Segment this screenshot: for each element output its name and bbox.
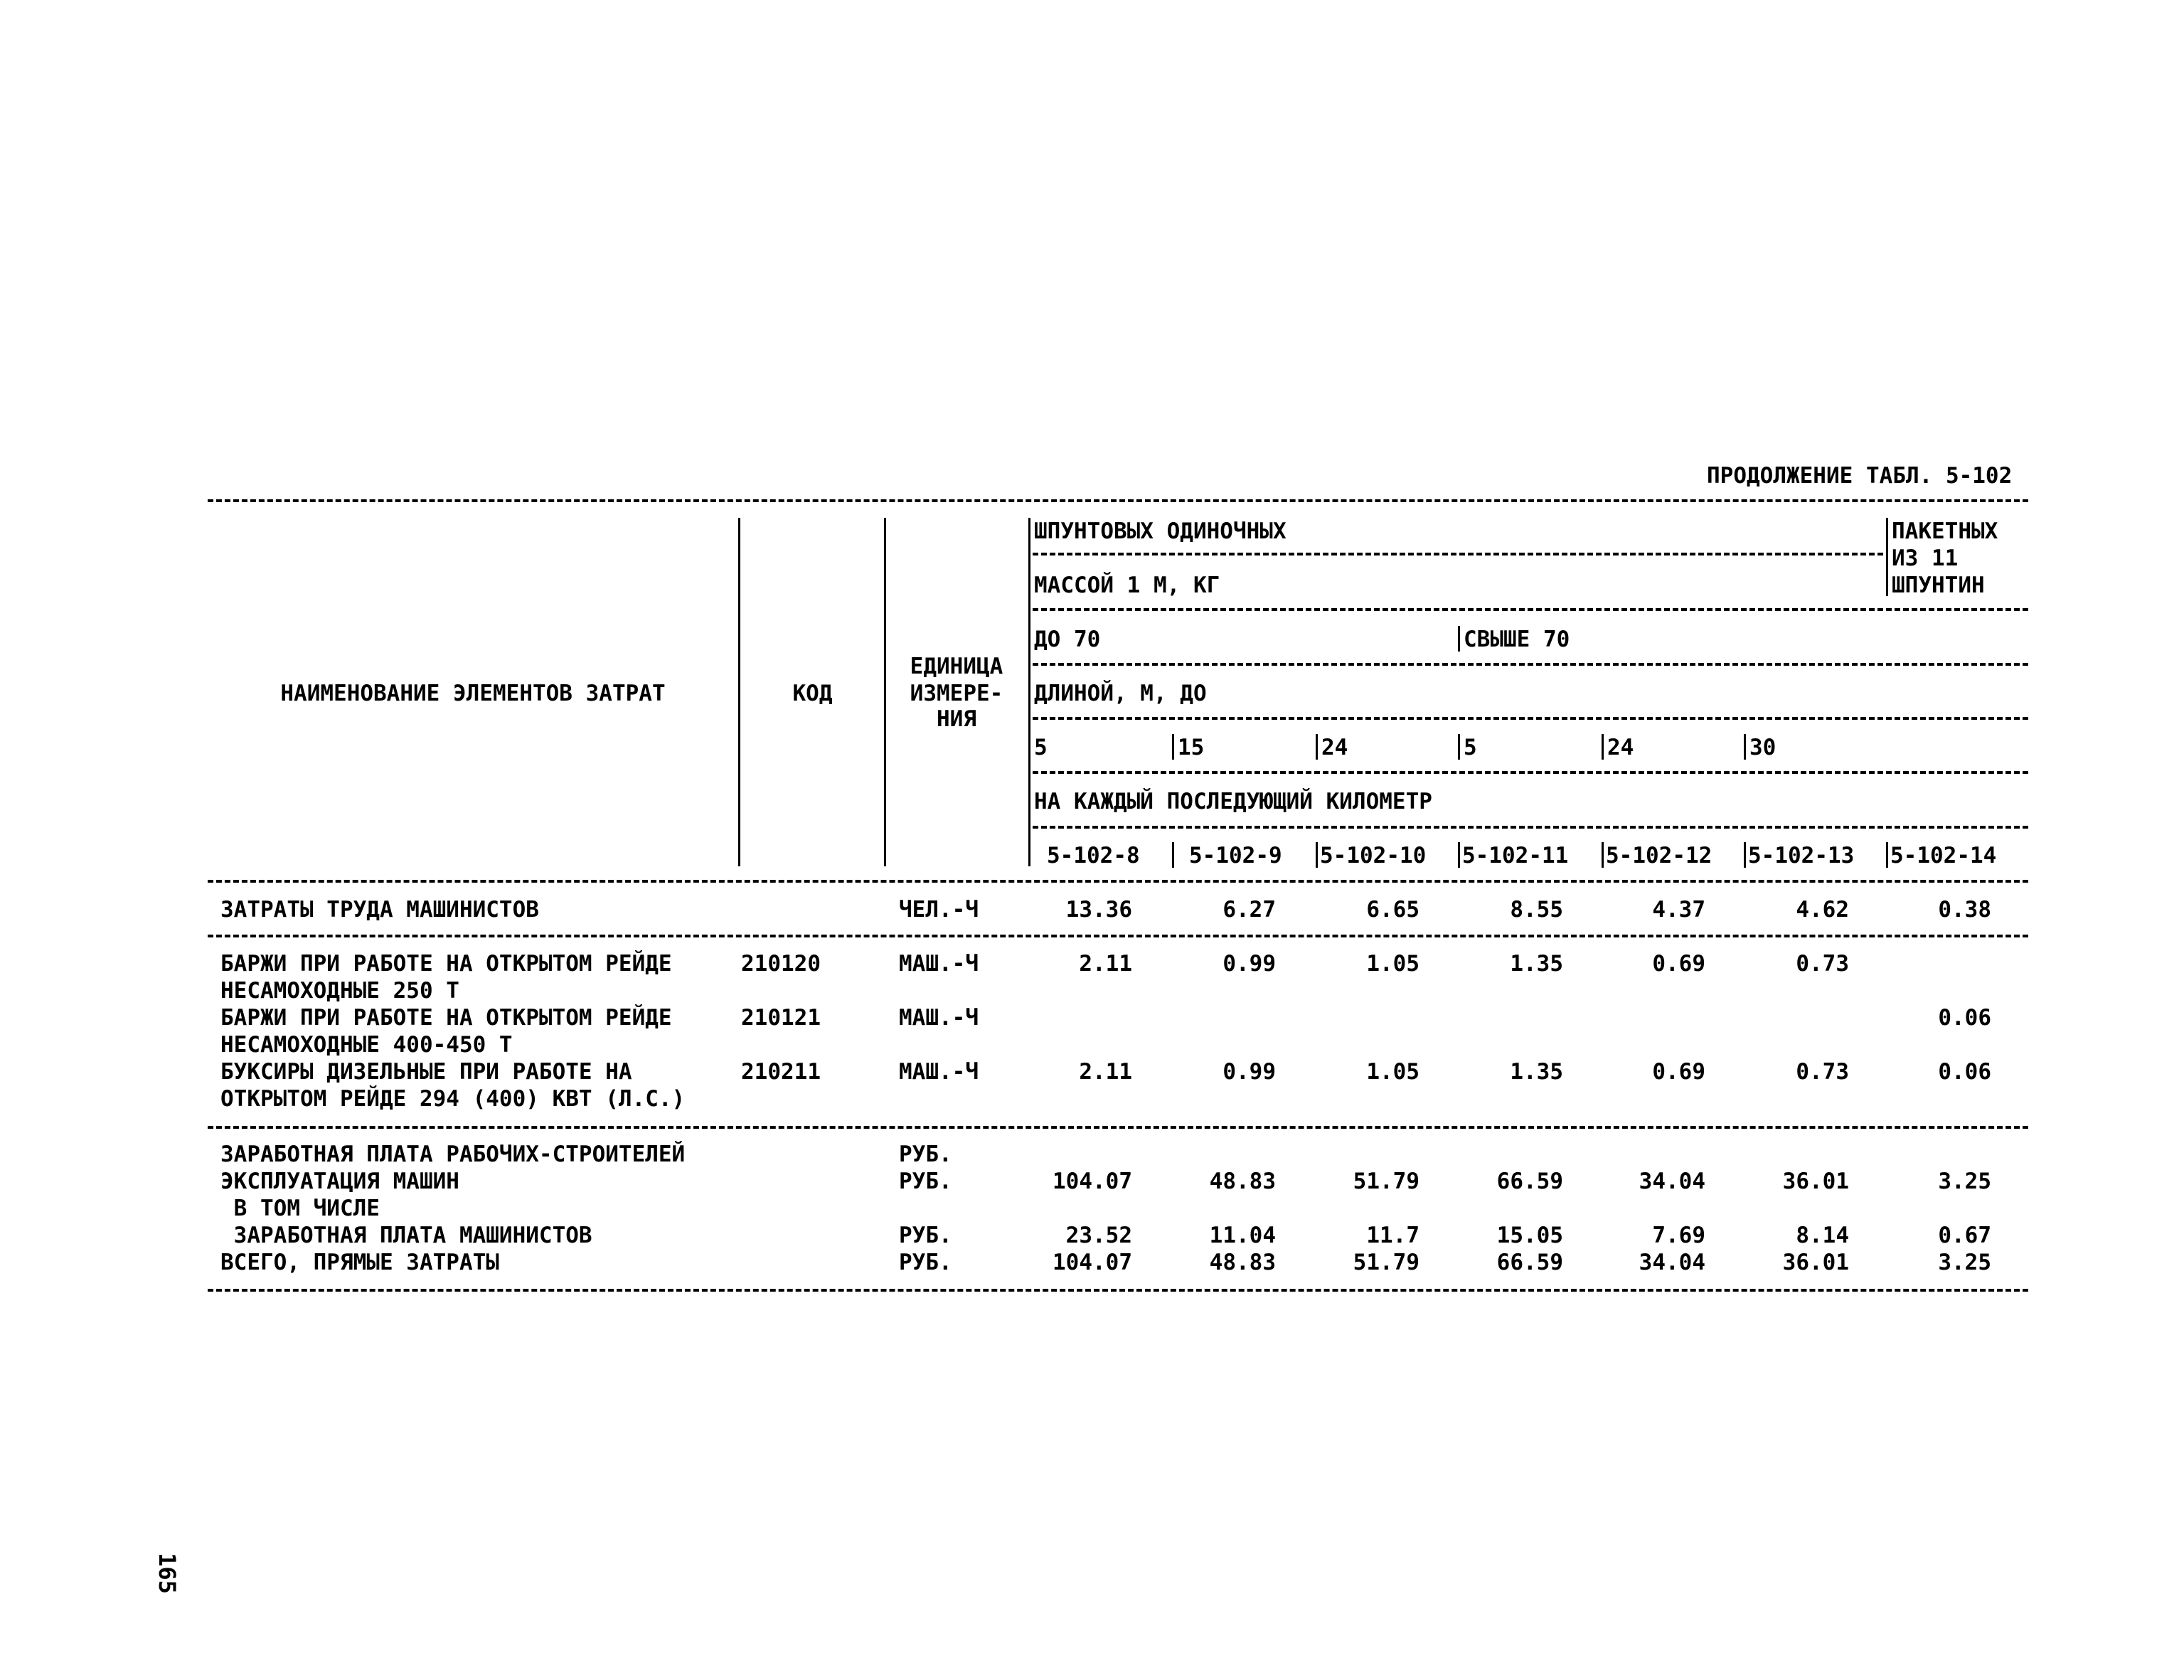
- header-column-code: 5-102-12: [1606, 843, 1712, 868]
- row-value: 11.7: [1366, 1223, 1419, 1248]
- vbar-code-7: [1886, 842, 1888, 868]
- row-value: 66.59: [1496, 1250, 1563, 1275]
- header-column-code: 5-102-10: [1320, 843, 1427, 868]
- row-name: В ТОМ ЧИСЛЕ: [220, 1196, 380, 1221]
- vbar-packet: [1886, 518, 1888, 596]
- row-value: 1.35: [1510, 1059, 1563, 1085]
- vbar-len-2: [1172, 734, 1174, 760]
- row-value: 0.69: [1652, 951, 1705, 977]
- page-number: 165: [153, 1553, 181, 1594]
- rule-single: [1033, 553, 1883, 555]
- vbar-code-6: [1744, 842, 1746, 868]
- rule-labor: [208, 935, 2028, 937]
- vbar-code-3: [1316, 842, 1318, 868]
- row-name: ВСЕГО, ПРЯМЫЕ ЗАТРАТЫ: [220, 1250, 499, 1275]
- row-name: ЗАРАБОТНАЯ ПЛАТА РАБОЧИХ-СТРОИТЕЛЕЙ: [220, 1142, 686, 1167]
- row-value: 0.69: [1652, 1059, 1705, 1085]
- vbar-over70: [1458, 626, 1460, 652]
- header-length-value: 5: [1464, 735, 1477, 760]
- vbar-code-5: [1602, 842, 1604, 868]
- vbar-len-3: [1316, 734, 1318, 760]
- row-value: 23.52: [1065, 1223, 1132, 1248]
- row-value: 0.67: [1938, 1223, 1991, 1248]
- row-value: 1.35: [1510, 951, 1563, 977]
- header-column-code: 5-102-14: [1890, 843, 1997, 868]
- row-value: 36.01: [1782, 1250, 1849, 1275]
- rule-70: [1033, 663, 2028, 666]
- row-unit: МАШ.-Ч: [899, 951, 979, 977]
- row-value: 51.79: [1353, 1169, 1419, 1194]
- row-code: 210211: [741, 1059, 821, 1085]
- row-value: 3.25: [1938, 1169, 1991, 1194]
- header-over70: СВЫШЕ 70: [1464, 627, 1570, 652]
- row-value: 36.01: [1782, 1169, 1849, 1194]
- header-length-value: 5: [1034, 735, 1048, 760]
- header-packet-line-2: ИЗ 11: [1892, 546, 1959, 571]
- header-per-km: НА КАЖДЫЙ ПОСЛЕДУЮЩИЙ КИЛОМЕТР: [1034, 789, 1432, 814]
- row-name-line-1: БУКСИРЫ ДИЗЕЛЬНЫЕ ПРИ РАБОТЕ НА: [220, 1059, 632, 1085]
- row-unit: МАШ.-Ч: [899, 1005, 979, 1031]
- header-unit-line-2: ИЗМЕРЕ-: [910, 681, 1003, 706]
- rule-perkm: [1033, 826, 2028, 829]
- header-upto70: ДО 70: [1034, 627, 1101, 652]
- rule-header-bottom: [208, 880, 2028, 883]
- row-value: 2.11: [1079, 1059, 1132, 1085]
- row-value: 0.06: [1938, 1005, 1991, 1031]
- header-code-col: КОД: [792, 681, 833, 706]
- row-value: 6.65: [1366, 897, 1419, 923]
- rule-top: [208, 499, 2028, 502]
- header-name-col: НАИМЕНОВАНИЕ ЭЛЕМЕНТОВ ЗАТРАТ: [280, 681, 666, 706]
- row-value: 8.55: [1510, 897, 1563, 923]
- row-value: 8.14: [1796, 1223, 1849, 1248]
- header-length-value: 24: [1607, 735, 1634, 760]
- row-name: ЗАРАБОТНАЯ ПЛАТА МАШИНИСТОВ: [220, 1223, 592, 1248]
- header-unit-line-1: ЕДИНИЦА: [910, 654, 1003, 679]
- row-value: 4.62: [1796, 897, 1849, 923]
- row-code: 210120: [741, 951, 821, 977]
- row-value: 0.73: [1796, 1059, 1849, 1085]
- vbar-code-unit: [884, 518, 886, 866]
- row-value: 15.05: [1496, 1223, 1563, 1248]
- header-unit-line-3: НИЯ: [937, 706, 976, 732]
- vbar-code-2: [1172, 842, 1174, 868]
- header-column-code: 5-102-9: [1189, 843, 1282, 868]
- row-unit: ЧЕЛ.-Ч: [899, 897, 979, 923]
- header-packet-line-3: ШПУНТИН: [1892, 573, 1985, 598]
- row-name-line-2: НЕСАМОХОДНЫЕ 250 Т: [220, 978, 459, 1004]
- header-length: ДЛИНОЙ, М, ДО: [1034, 681, 1207, 706]
- vbar-code-4: [1458, 842, 1460, 868]
- vbar-unit-data: [1028, 518, 1030, 866]
- vbar-name-code: [738, 518, 740, 866]
- row-unit: РУБ.: [899, 1250, 952, 1275]
- row-name-line-1: БАРЖИ ПРИ РАБОТЕ НА ОТКРЫТОМ РЕЙДЕ: [220, 1005, 672, 1031]
- row-name: ЗАТРАТЫ ТРУДА МАШИНИСТОВ: [220, 897, 539, 923]
- row-code: 210121: [741, 1005, 821, 1031]
- header-packet-line-1: ПАКЕТНЫХ: [1892, 519, 1998, 544]
- row-value: 0.06: [1938, 1059, 1991, 1085]
- row-value: 104.07: [1053, 1169, 1132, 1194]
- row-value: 4.37: [1652, 897, 1705, 923]
- header-mass: МАССОЙ 1 М, КГ: [1034, 573, 1220, 598]
- row-value: 0.99: [1222, 1059, 1276, 1085]
- header-column-code: 5-102-11: [1462, 843, 1569, 868]
- row-value: 7.69: [1652, 1223, 1705, 1248]
- vbar-len-5: [1602, 734, 1604, 760]
- row-value: 104.07: [1053, 1250, 1132, 1275]
- row-value: 11.04: [1209, 1223, 1276, 1248]
- row-name-line-1: БАРЖИ ПРИ РАБОТЕ НА ОТКРЫТОМ РЕЙДЕ: [220, 951, 672, 977]
- header-length-value: 24: [1321, 735, 1348, 760]
- row-value: 48.83: [1209, 1169, 1276, 1194]
- row-value: 3.25: [1938, 1250, 1991, 1275]
- row-value: 2.11: [1079, 951, 1132, 977]
- vbar-len-4: [1458, 734, 1460, 760]
- row-value: 66.59: [1496, 1169, 1563, 1194]
- row-unit: РУБ.: [899, 1142, 952, 1167]
- row-name: ЭКСПЛУАТАЦИЯ МАШИН: [220, 1169, 459, 1194]
- row-value: 34.04: [1639, 1250, 1705, 1275]
- row-value: 0.99: [1222, 951, 1276, 977]
- rule-machines: [208, 1126, 2028, 1129]
- header-length-value: 15: [1178, 735, 1205, 760]
- rule-mass: [1033, 608, 2028, 611]
- row-value: 6.27: [1222, 897, 1276, 923]
- row-unit: РУБ.: [899, 1169, 952, 1194]
- rule-lengths: [1033, 771, 2028, 774]
- header-column-code: 5-102-13: [1748, 843, 1855, 868]
- row-value: 1.05: [1366, 1059, 1419, 1085]
- header-length-value: 30: [1749, 735, 1777, 760]
- row-value: 0.73: [1796, 951, 1849, 977]
- vbar-len-6: [1744, 734, 1746, 760]
- row-unit: РУБ.: [899, 1223, 952, 1248]
- row-value: 0.38: [1938, 897, 1991, 923]
- row-value: 34.04: [1639, 1169, 1705, 1194]
- rule-length: [1033, 717, 2028, 720]
- table-title: ПРОДОЛЖЕНИЕ ТАБЛ. 5-102: [1707, 463, 2013, 489]
- row-unit: МАШ.-Ч: [899, 1059, 979, 1085]
- row-name-line-2: НЕСАМОХОДНЫЕ 400-450 Т: [220, 1032, 513, 1058]
- rule-bottom: [208, 1289, 2028, 1292]
- header-column-code: 5-102-8: [1047, 843, 1140, 868]
- header-group-single: ШПУНТОВЫХ ОДИНОЧНЫХ: [1034, 519, 1287, 544]
- row-value: 48.83: [1209, 1250, 1276, 1275]
- row-name-line-2: ОТКРЫТОМ РЕЙДЕ 294 (400) КВТ (Л.С.): [220, 1086, 686, 1112]
- row-value: 51.79: [1353, 1250, 1419, 1275]
- row-value: 13.36: [1065, 897, 1132, 923]
- row-value: 1.05: [1366, 951, 1419, 977]
